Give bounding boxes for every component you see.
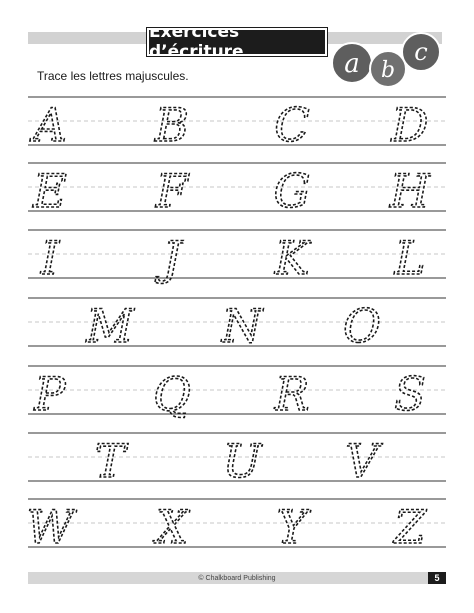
- trace-letter-u: U: [222, 434, 262, 488]
- trace-letter-s: S: [394, 367, 426, 421]
- trace-letter-g: G: [273, 164, 311, 218]
- logo-letter-c: c: [414, 38, 428, 66]
- trace-letter-k: K: [274, 231, 310, 285]
- trace-letter-b: B: [155, 98, 189, 152]
- trace-letter-l: L: [394, 231, 426, 285]
- trace-letter-n: N: [221, 299, 263, 353]
- trace-letter-a: A: [33, 98, 67, 152]
- footer-bar: [28, 572, 446, 584]
- logo-letter-a: a: [344, 49, 360, 79]
- trace-letter-p: P: [34, 367, 66, 421]
- trace-letter-i: I: [40, 231, 60, 285]
- trace-letter-w: W: [26, 500, 74, 554]
- publisher-credit: © Chalkboard Publishing: [198, 574, 276, 582]
- trace-letter-m: M: [86, 299, 134, 353]
- trace-letter-d: D: [391, 98, 429, 152]
- trace-letter-f: F: [156, 164, 188, 218]
- trace-letter-q: Q: [153, 367, 191, 421]
- trace-letter-v: V: [345, 434, 379, 488]
- tracing-row: [28, 230, 446, 285]
- tracing-row: [28, 366, 446, 421]
- tracing-row: [28, 163, 446, 218]
- instruction-text: Trace les lettres majuscules.: [37, 69, 189, 83]
- trace-letter-y: Y: [276, 500, 308, 554]
- tracing-row: [28, 97, 446, 152]
- trace-letter-z: Z: [394, 500, 426, 554]
- trace-letter-j: J: [162, 231, 182, 285]
- worksheet-title: Exercices d’écriture: [147, 28, 327, 56]
- tracing-row: [28, 433, 446, 488]
- trace-letter-t: T: [94, 434, 126, 488]
- page-number: 5: [428, 572, 446, 584]
- logo-letter-b: b: [380, 58, 396, 83]
- tracing-row: [26, 499, 446, 554]
- trace-letter-e: E: [33, 164, 67, 218]
- tracing-row: [28, 298, 446, 353]
- trace-letter-h: H: [389, 164, 431, 218]
- trace-letter-o: O: [343, 299, 381, 353]
- trace-letter-r: R: [274, 367, 310, 421]
- trace-letter-x: X: [155, 500, 189, 554]
- trace-letter-c: C: [274, 98, 310, 152]
